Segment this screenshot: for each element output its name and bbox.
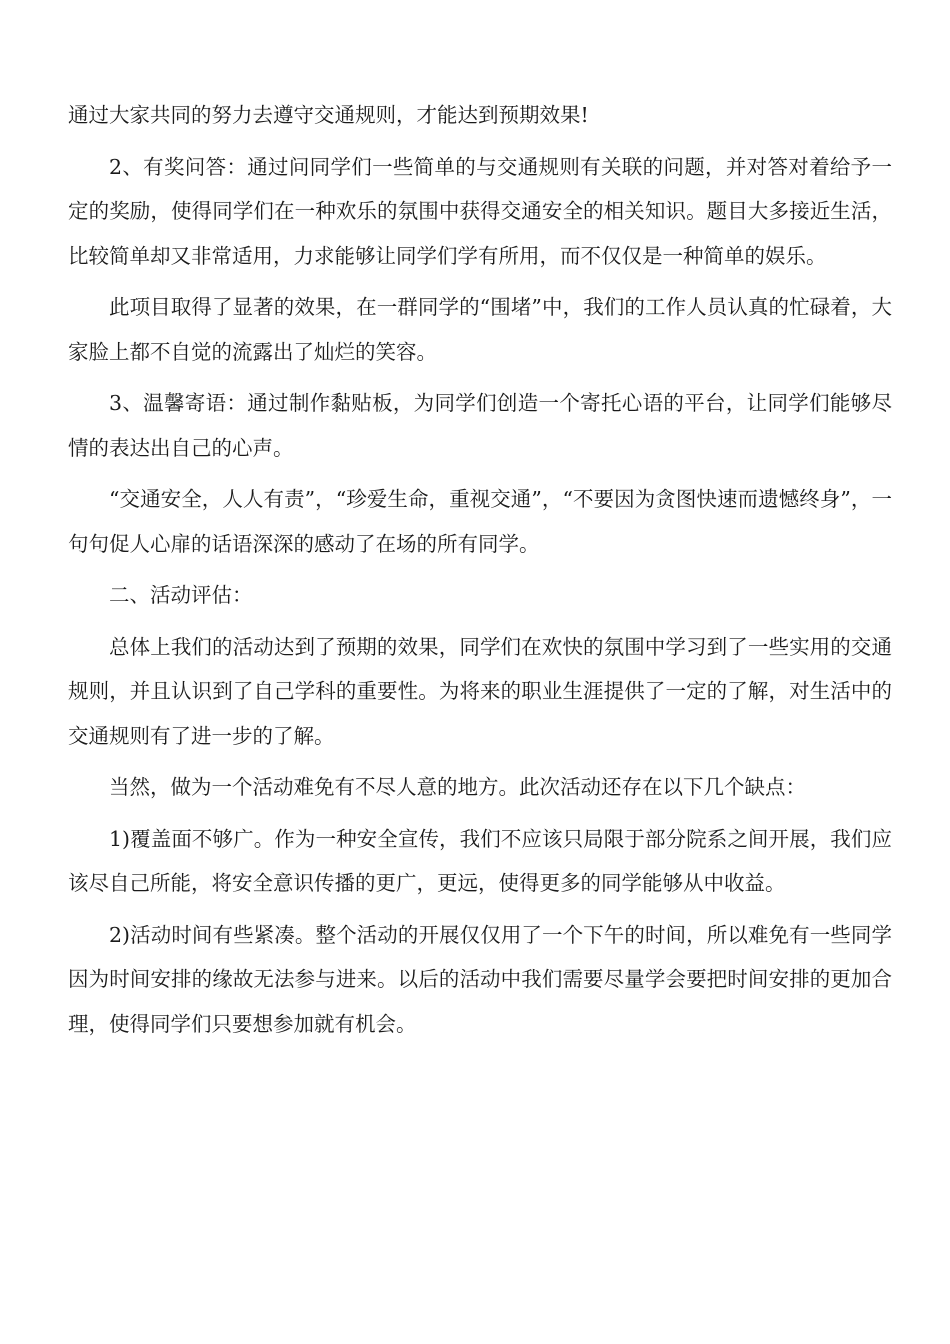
paragraph-9: 1)覆盖面不够广。作为一种安全宣传，我们不应该只局限于部分院系之间开展，我们应该尽自己所能，将安全意识传播的更广，更远，使得更多的同学能够从中收益。 (68, 826, 892, 895)
document-body (68, 93, 892, 1053)
paragraph-5: “交通安全，人人有责”，“珍爱生命，重视交通”，“不要因为贪图快速而遗憾终身”，一句句促人心扉的话语深深的感动了在场的所有同学。 (68, 487, 892, 556)
paragraph-7: 总体上我们的活动达到了预期的效果，同学们在欢快的氛围中学习到了一些实用的交通规则，并且认识到了自己学科的重要性。为将来的职业生涯提供了一定的了解，对生活中的交通规则有了进一步的了解。 (68, 634, 892, 748)
section-heading-activity-evaluation: 二、活动评估： (109, 583, 253, 607)
paragraph-10: 2)活动时间有些紧凑。整个活动的开展仅仅用了一个下午的时间，所以难免有一些同学因为时间安排的缘故无法参与进来。以后的活动中我们需要尽量学会要把时间安排的更加合理，使得同学们只要想参加就有机会。 (68, 922, 892, 1036)
paragraph-2: 2、有奖问答：通过问同学们一些简单的与交通规则有关联的问题，并对答对着给予一定的奖励，使得同学们在一种欢乐的氛围中获得交通安全的相关知识。题目大多接近生活，比较简单却又非常适用，力求能够让同学们学有所用，而不仅仅是一种简单的娱乐。 (68, 154, 892, 268)
paragraph-8: 当然，做为一个活动难免有不尽人意的地方。此次活动还存在以下几个缺点： (109, 775, 806, 799)
paragraph-4: 3、温馨寄语：通过制作黏贴板，为同学们创造一个寄托心语的平台，让同学们能够尽情的表达出自己的心声。 (68, 391, 892, 460)
paragraph-3: 此项目取得了显著的效果，在一群同学的“围堵”中，我们的工作人员认真的忙碌着，大家脸上都不自觉的流露出了灿烂的笑容。 (68, 295, 892, 364)
paragraph-1: 通过大家共同的努力去遵守交通规则，才能达到预期效果! (68, 103, 589, 127)
